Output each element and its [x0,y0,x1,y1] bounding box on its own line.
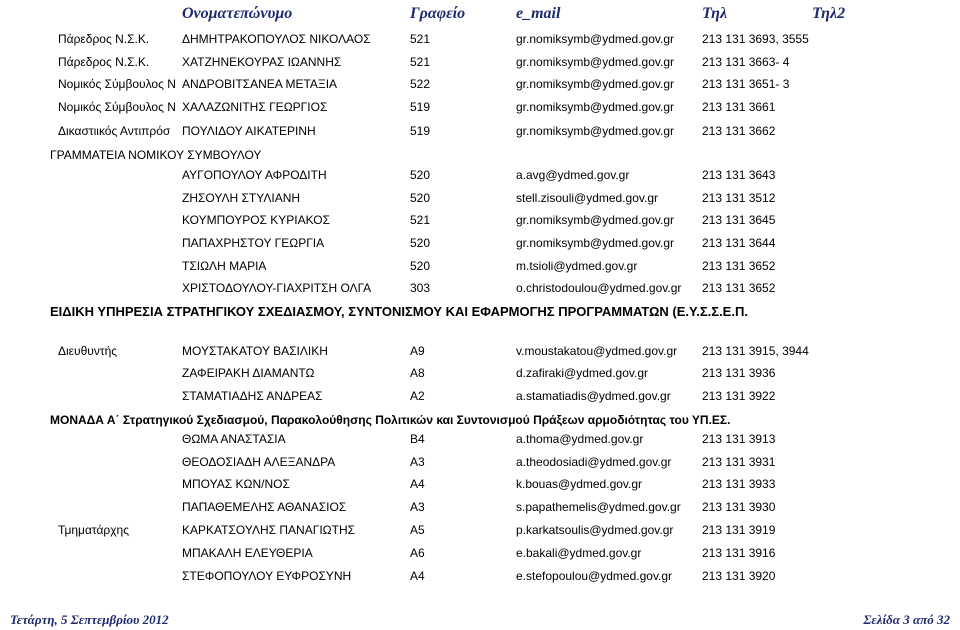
section-heading: ΓΡΑΜΜΑΤΕΙΑ ΝΟΜΙΚΟΥ ΣΥΜΒΟΥΛΟΥ [50,148,262,162]
table-row [0,30,960,48]
table-row [0,234,960,252]
cell-office: 521 [410,32,431,46]
cell-office: 522 [410,77,431,91]
cell-name: ΠΑΠΑΧΡΗΣΤΟΥ ΓΕΩΡΓΙΑ [182,236,325,250]
cell-tel: 213 131 3652 [702,259,776,273]
cell-email: gr.nomiksymb@ydmed.gov.gr [516,77,675,91]
cell-name: ΧΑΤΖΗΝΕΚΟΥΡΑΣ ΙΩΑΝΝΗΣ [182,55,342,69]
table-row [0,544,960,562]
cell-email: gr.nomiksymb@ydmed.gov.gr [516,55,675,69]
footer-date: Τετάρτη, 5 Σεπτεμβρίου 2012 [10,612,169,627]
table-row [0,257,960,275]
cell-name: ΠΑΠΑΘΕΜΕΛΗΣ ΑΘΑΝΑΣΙΟΣ [182,500,347,514]
cell-office: 521 [410,55,431,69]
cell-name: ΚΑΡΚΑΤΣΟΥΛΗΣ ΠΑΝΑΓΙΩΤΗΣ [182,523,356,537]
table-row [0,475,960,493]
cell-tel: 213 131 3933 [702,477,776,491]
cell-role: Τμηματάρχης [58,523,129,537]
cell-office: Α2 [410,389,425,403]
cell-office: 521 [410,213,431,227]
header-email: e_mail [516,5,561,22]
cell-email: a.theodosiadi@ydmed.gov.gr [516,455,672,469]
cell-email: a.thoma@ydmed.gov.gr [516,432,644,446]
cell-office: 520 [410,168,431,182]
cell-tel: 213 131 3915, 3944 [702,344,809,358]
cell-tel: 213 131 3936 [702,366,776,380]
table-row [0,453,960,471]
cell-name: ΘΕΟΔΟΣΙΑΔΗ ΑΛΕΞΑΝΔΡΑ [182,455,336,469]
table-row [0,342,960,360]
cell-email: d.zafiraki@ydmed.gov.gr [516,366,649,380]
section-heading: ΜΟΝΑΔΑ Α΄ Στρατηγικού Σχεδιασμού, Παρακολούθησης Πολιτικών και Συντονισμού Πράξεων αρμοδιότητας του ΥΠ.ΕΣ. [50,413,731,427]
cell-tel: 213 131 3651- 3 [702,77,790,91]
cell-name: ΧΑΛΑΖΩΝΙΤΗΣ ΓΕΩΡΓΙΟΣ [182,100,328,114]
cell-name: ΣΤΑΜΑΤΙΑΔΗΣ ΑΝΔΡΕΑΣ [182,389,323,403]
table-row [0,53,960,71]
cell-office: Α3 [410,500,425,514]
table-row [0,521,960,539]
table-row [0,166,960,184]
cell-office: Α9 [410,344,425,358]
header-name: Ονοματεπώνυμο [182,5,293,22]
cell-office: Α4 [410,477,425,491]
footer-page-number: Σελίδα 3 από 32 [863,612,950,627]
table-row [0,211,960,229]
cell-name: ΣΤΕΦΟΠΟΥΛΟΥ ΕΥΦΡΟΣΥΝΗ [182,569,352,583]
table-row [0,498,960,516]
cell-office: 519 [410,124,431,138]
cell-office: 520 [410,259,431,273]
header-office: Γραφείο [410,5,466,22]
cell-tel: 213 131 3693, 3555 [702,32,809,46]
cell-email: p.karkatsoulis@ydmed.gov.gr [516,523,674,537]
cell-tel: 213 131 3645 [702,213,776,227]
table-row [0,364,960,382]
cell-email: a.avg@ydmed.gov.gr [516,168,630,182]
table-row [0,98,960,116]
table-row [0,567,960,585]
cell-tel: 213 131 3922 [702,389,776,403]
cell-email: o.christodoulou@ydmed.gov.gr [516,281,682,295]
header-tel2: Τηλ2 [812,5,846,22]
cell-name: ΜΠΟΥΑΣ ΚΩΝ/ΝΟΣ [182,477,290,491]
table-row [0,122,960,140]
cell-name: ΠΟΥΛΙΔΟΥ ΑΙΚΑΤΕΡΙΝΗ [182,124,316,138]
cell-name: ΤΣΙΩΛΗ ΜΑΡΙΑ [182,259,267,273]
cell-email: gr.nomiksymb@ydmed.gov.gr [516,213,675,227]
cell-name: ΜΠΑΚΑΛΗ ΕΛΕΥΘΕΡΙΑ [182,546,313,560]
cell-role: Νομικός Σύμβουλος Ν [58,77,176,91]
cell-name: ΖΗΣΟΥΛΗ ΣΤΥΛΙΑΝΗ [182,191,301,205]
cell-role: Πάρεδρος Ν.Σ.Κ. [58,55,150,69]
cell-role: Πάρεδρος Ν.Σ.Κ. [58,32,150,46]
cell-tel: 213 131 3931 [702,455,776,469]
cell-email: e.bakali@ydmed.gov.gr [516,546,642,560]
table-row [0,279,960,297]
cell-email: stell.zisouli@ydmed.gov.gr [516,191,659,205]
cell-email: gr.nomiksymb@ydmed.gov.gr [516,32,675,46]
cell-name: ΖΑΦΕΙΡΑΚΗ ΔΙΑΜΑΝΤΩ [182,366,315,380]
cell-email: v.moustakatou@ydmed.gov.gr [516,344,678,358]
cell-tel: 213 131 3913 [702,432,776,446]
cell-tel: 213 131 3930 [702,500,776,514]
cell-tel: 213 131 3652 [702,281,776,295]
cell-name: ΑΥΓΟΠΟΥΛΟΥ ΑΦΡΟΔΙΤΗ [182,168,327,182]
cell-office: Β4 [410,432,425,446]
cell-name: ΚΟΥΜΠΟΥΡΟΣ ΚΥΡΙΑΚΟΣ [182,213,331,227]
cell-email: e.stefopoulou@ydmed.gov.gr [516,569,673,583]
cell-tel: 213 131 3916 [702,546,776,560]
column-header [0,5,960,27]
cell-email: gr.nomiksymb@ydmed.gov.gr [516,236,675,250]
cell-email: gr.nomiksymb@ydmed.gov.gr [516,100,675,114]
cell-tel: 213 131 3512 [702,191,776,205]
cell-tel: 213 131 3661 [702,100,776,114]
cell-role: Διευθυντής [58,344,118,358]
cell-office: Α5 [410,523,425,537]
cell-office: Α3 [410,455,425,469]
table-row [0,430,960,448]
cell-role: Δικαστιικός Αντιπρόσ [58,124,171,138]
cell-role: Νομικός Σύμβουλος Ν [58,100,176,114]
cell-name: ΜΟΥΣΤΑΚΑΤΟΥ ΒΑΣΙΛΙΚΗ [182,344,328,358]
table-row [0,75,960,93]
header-tel: Τηλ [702,5,728,22]
cell-email: s.papathemelis@ydmed.gov.gr [516,500,681,514]
cell-name: ΑΝΔΡΟΒΙΤΣΑΝΕΑ ΜΕΤΑΞΙΑ [182,77,338,91]
cell-tel: 213 131 3663- 4 [702,55,790,69]
cell-email: m.tsioli@ydmed.gov.gr [516,259,638,273]
cell-tel: 213 131 3662 [702,124,776,138]
cell-name: ΘΩΜΑ ΑΝΑΣΤΑΣΙΑ [182,432,286,446]
section-heading: ΕΙΔΙΚΗ ΥΠΗΡΕΣΙΑ ΣΤΡΑΤΗΓΙΚΟΥ ΣΧΕΔΙΑΣΜΟΥ, ΣΥΝΤΟΝΙΣΜΟΥ ΚΑΙ ΕΦΑΡΜΟΓΗΣ ΠΡΟΓΡΑΜΜΑΤΩΝ (Ε.Υ.Σ.Σ.Ε.Π. [50,304,748,319]
cell-name: ΔΗΜΗΤΡΑΚΟΠΟΥΛΟΣ ΝΙΚΟΛΑΟΣ [182,32,371,46]
cell-office: 520 [410,191,431,205]
cell-name: ΧΡΙΣΤΟΔΟΥΛΟΥ-ΓΙΑΧΡΙΤΣΗ ΟΛΓΑ [182,281,372,295]
cell-tel: 213 131 3643 [702,168,776,182]
cell-office: 520 [410,236,431,250]
table-row [0,189,960,207]
cell-email: k.bouas@ydmed.gov.gr [516,477,643,491]
cell-email: a.stamatiadis@ydmed.gov.gr [516,389,671,403]
cell-tel: 213 131 3919 [702,523,776,537]
cell-office: Α8 [410,366,425,380]
table-row [0,387,960,405]
cell-tel: 213 131 3644 [702,236,776,250]
cell-office: Α4 [410,569,425,583]
cell-office: Α6 [410,546,425,560]
cell-office: 303 [410,281,431,295]
cell-tel: 213 131 3920 [702,569,776,583]
cell-office: 519 [410,100,431,114]
cell-email: gr.nomiksymb@ydmed.gov.gr [516,124,675,138]
